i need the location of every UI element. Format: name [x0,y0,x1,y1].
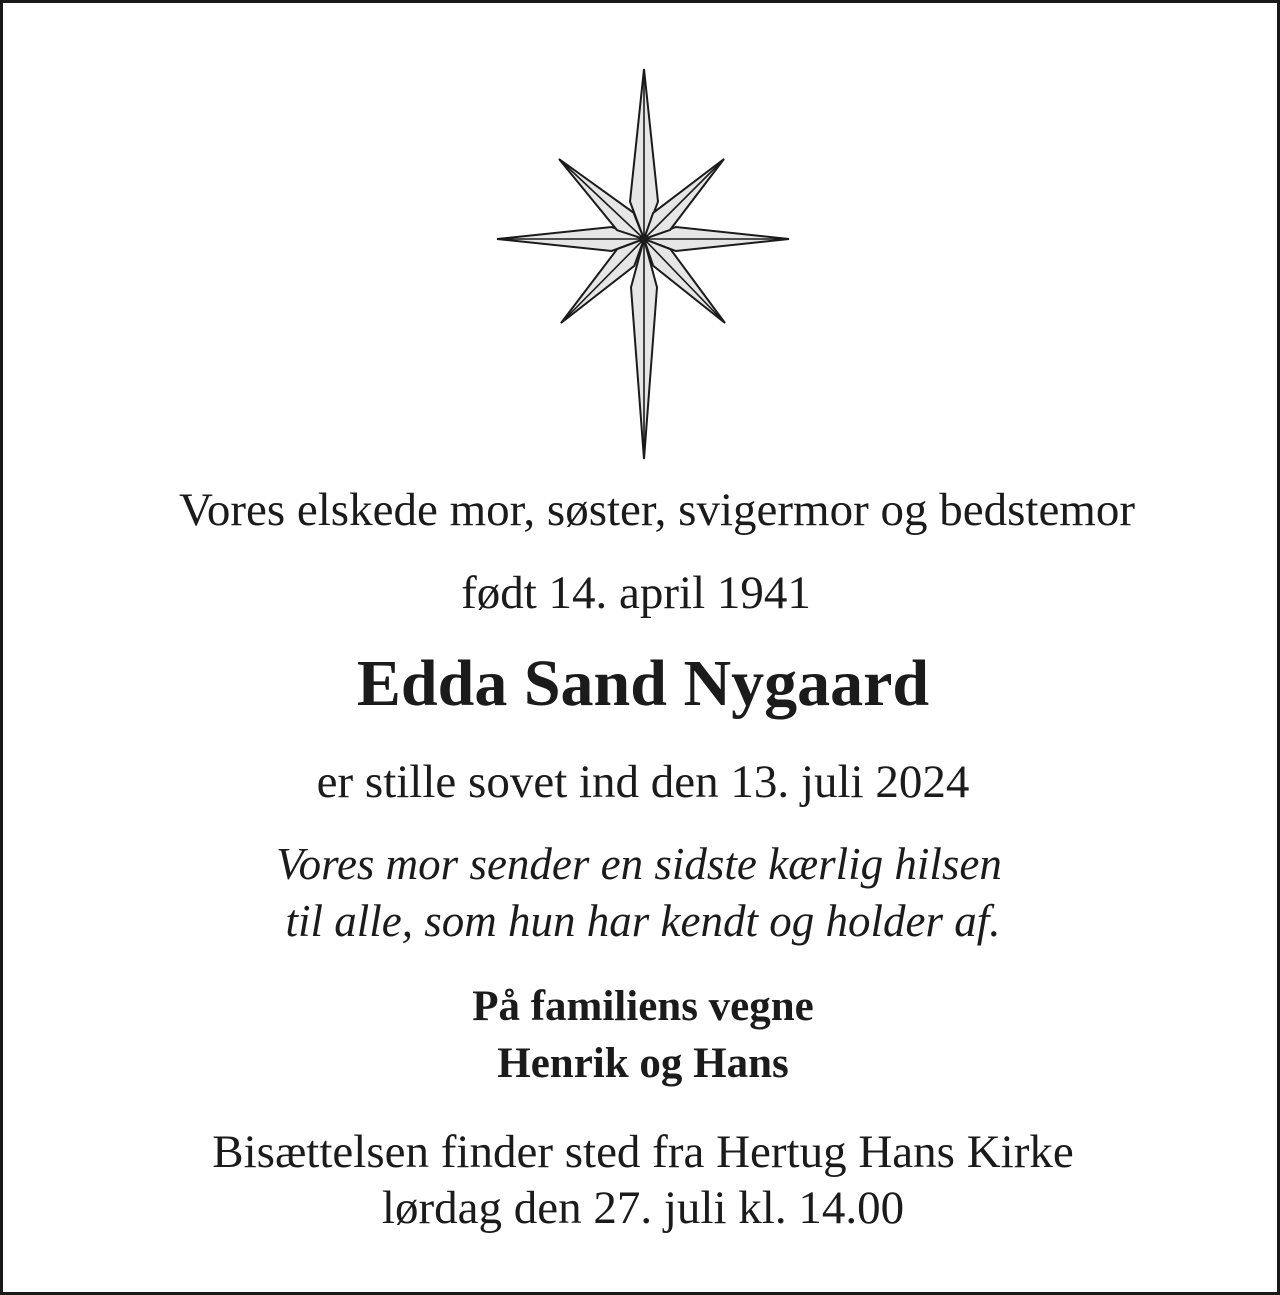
funeral-line-1: Bisættelsen finder sted fra Hertug Hans Kirke [212,1126,1074,1178]
deceased-name: Edda Sand Nygaard [356,647,930,720]
family-line-1: På familiens vegne [472,983,814,1030]
family-line-2: Henrik og Hans [497,1040,789,1087]
star-icon [493,65,793,465]
greeting-line-1: Vores mor sender en sidste kærlig hilsen [276,839,1002,889]
death-date: er stille sovet ind den 13. juli 2024 [316,756,970,808]
greeting-line-2: til alle, som hun har kendt og holder af. [285,896,1001,946]
birth-date: født 14. april 1941 [461,567,811,619]
intro-text: Vores elskede mor, søster, svigermor og bedstemor [178,484,1136,536]
funeral-line-2: lørdag den 27. juli kl. 14.00 [381,1182,905,1234]
